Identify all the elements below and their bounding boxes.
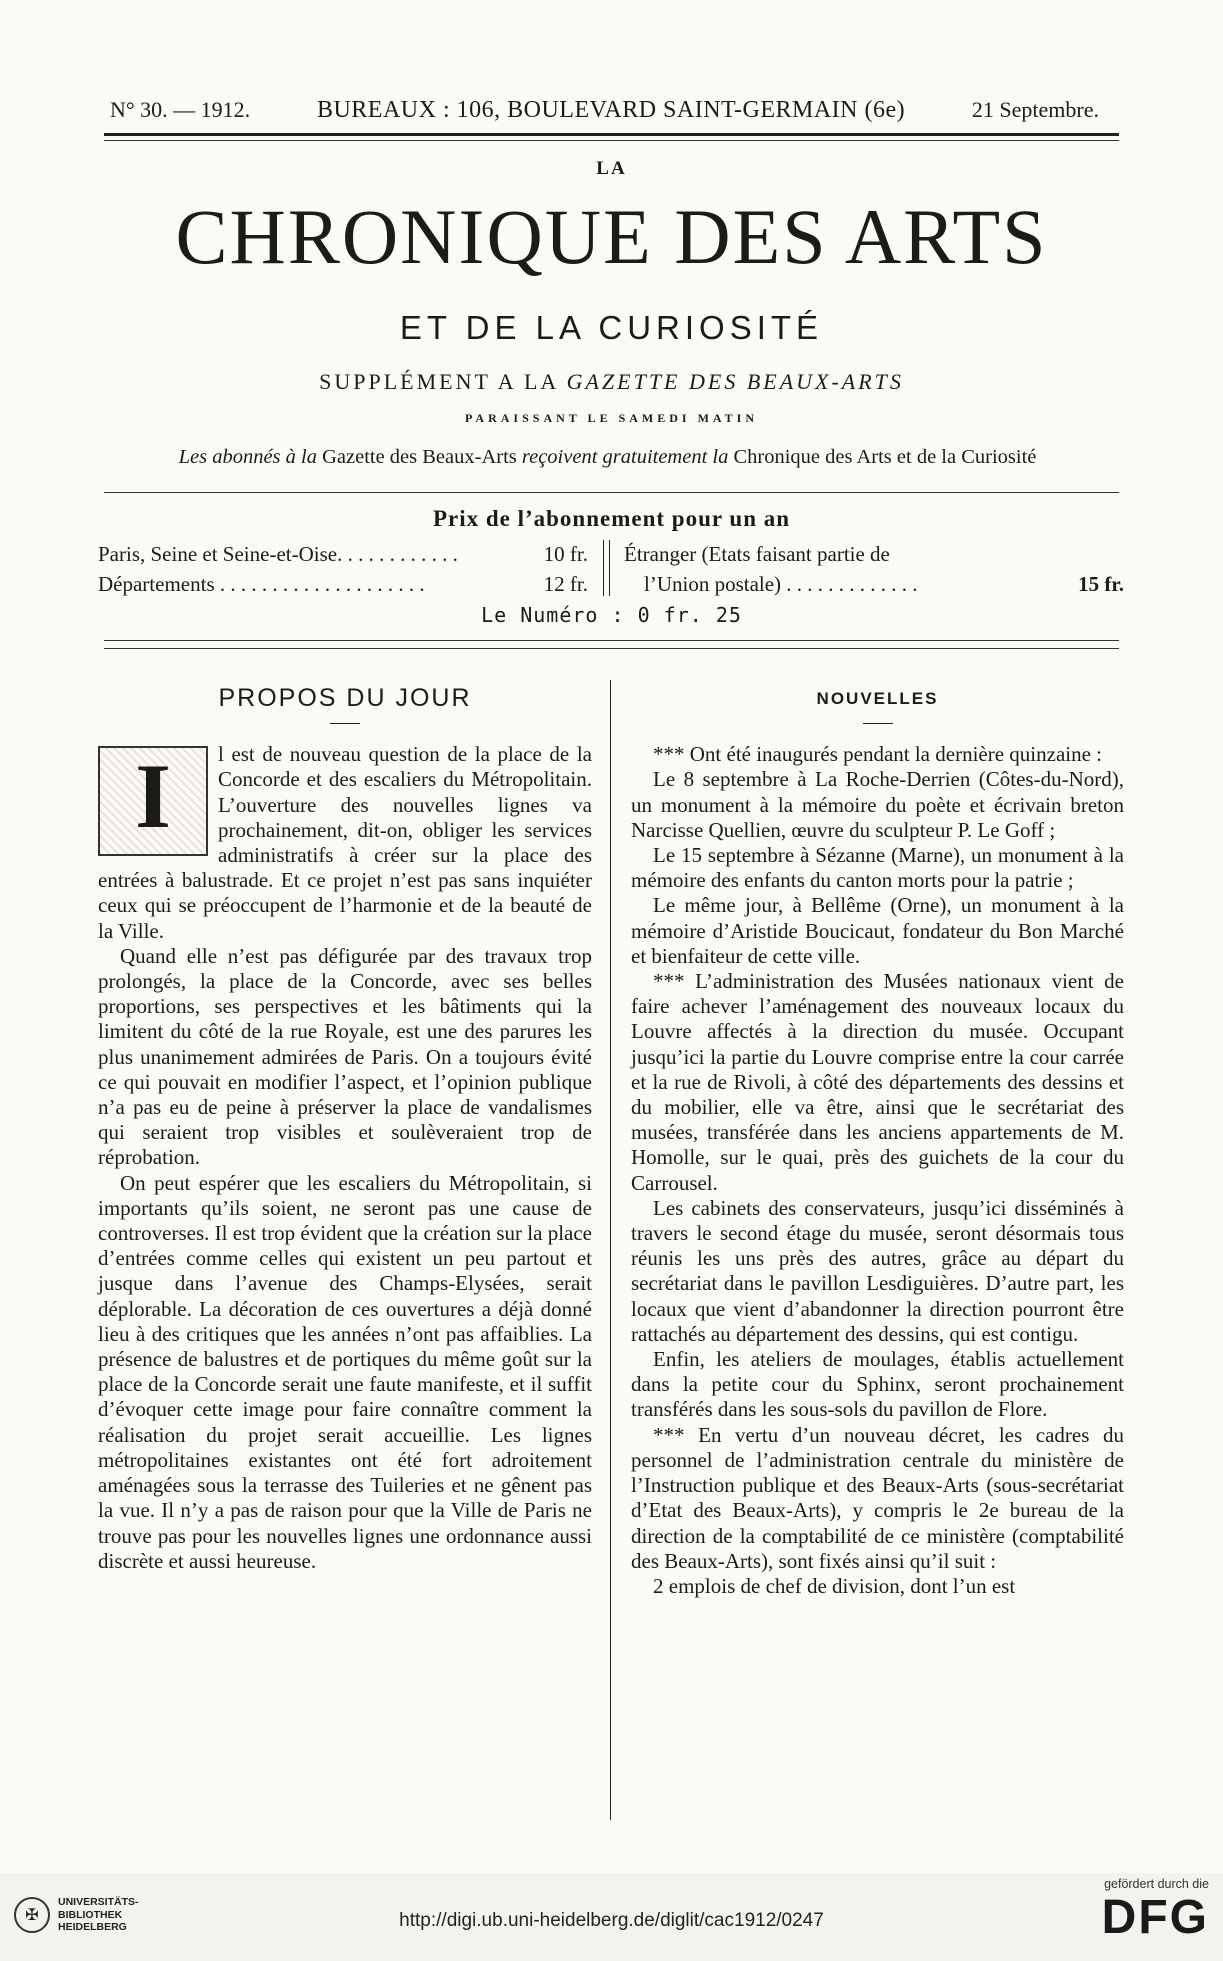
- masthead-la: LA: [596, 158, 627, 179]
- university-line: HEIDELBERG: [58, 1921, 127, 1933]
- price-label: l’Union postale) . . . . . . . . . . . . .: [644, 572, 918, 596]
- price-label: Étranger (Etats faisant partie de: [624, 542, 890, 566]
- price-value: 15 fr.: [1078, 572, 1124, 596]
- bureaux-address: BUREAUX : 106, BOULEVARD SAINT-GERMAIN (6e): [316, 97, 906, 123]
- subscribers-part-1: Les abonnés à la: [178, 446, 317, 468]
- university-line: BIBLIOTHEK: [58, 1908, 123, 1921]
- paragraph: Le 15 septembre à Sézanne (Marne), un monument à la mémoire des enfants du canton morts pour la patrie ;: [631, 843, 1124, 893]
- content-rule-1: [104, 640, 1119, 641]
- nouvelles-heading: NOUVELLES: [816, 689, 939, 708]
- university-seal-icon: ✠: [14, 1897, 50, 1933]
- header-rule-top: [104, 133, 1119, 136]
- funded-by-label: gefördert durch die: [1104, 1877, 1209, 1891]
- paragraph: Le même jour, à Bellême (Orne), un monument à la mémoire d’Aristide Boucicaut, fondateur du Bon Marché et bienfaiteur de cette ville.: [631, 893, 1124, 968]
- right-column: [631, 680, 1124, 1599]
- price-divider: [603, 540, 610, 596]
- price-row-etranger-line2: [644, 572, 1124, 597]
- subscription-rule-top: [104, 492, 1119, 493]
- price-row-etranger-line1: [624, 542, 1124, 567]
- heading-dash: [863, 723, 893, 724]
- price-value: 10 fr.: [543, 542, 588, 566]
- dfg-logo[interactable]: DFG: [1101, 1891, 1209, 1944]
- paragraph: Le 8 septembre à La Roche-Derrien (Côtes-du-Nord), un monument à la mémoire du poète et écrivain breton Narcisse Quellien, œuvre du sculpteur P. Le Goff ;: [631, 767, 1124, 842]
- supplement-line: [0, 369, 1223, 395]
- header-rule-top-thin: [104, 140, 1119, 141]
- heading-dash: [330, 723, 360, 724]
- subscribers-part-3: reçoivent gratuitement la: [521, 446, 729, 468]
- dateline: [110, 97, 1099, 123]
- left-column: [98, 680, 592, 1574]
- subscription-title: Prix de l’abonnement pour un an: [432, 506, 791, 531]
- supplement-prefix: SUPPLÉMENT A LA: [319, 369, 559, 394]
- column-divider: [610, 680, 611, 1820]
- price-row-paris: [98, 542, 588, 567]
- paragraph: *** Ont été inaugurés pendant la dernière quinzaine :: [653, 742, 1102, 767]
- subscribers-part-2: Gazette des Beaux-Arts: [322, 446, 517, 468]
- price-label: Départements . . . . . . . . . . . . . . . . . . . .: [98, 572, 425, 596]
- masthead-subtitle: ET DE LA CURIOSITÉ: [399, 309, 824, 346]
- paragraph: Les cabinets des conservateurs, jusqu’ici disséminés à travers le second étage du musée, seront désormais tous réunis les uns près des autres, grâce au départ du secrétariat dans le pavillon Lesdiguières. D’autre part, les locaux que vient d’abandonner la direction pourront être rattachés au département des dessins, qui est contigu.: [631, 1195, 1124, 1346]
- issue-date: 21 Septembre.: [971, 97, 1099, 122]
- paragraph: Quand elle n’est pas défigurée par des travaux trop prolongés, la place de la Concorde, avec ses belles proportions, ses perspectives et les bâtiments qui la limitent du côté de la rue Royale, est une des parures les plus unanimement admirées de Paris. On a toujours évité ce qui pouvait en modifier l’aspect, et l’opinion publique n’a pas eu de peine à préserver la place de vandalismes qui seraient trop visibles et soulèveraient trop de réprobation.: [98, 943, 592, 1170]
- digital-url-link[interactable]: http://digi.ub.uni-heidelberg.de/diglit/cac1912/0247: [399, 1910, 824, 1931]
- paraissant-line: PARAISSANT LE SAMEDI MATIN: [464, 411, 759, 425]
- ornamental-dropcap: [98, 746, 208, 856]
- masthead-title: CHRONIQUE DES ARTS: [175, 193, 1048, 280]
- paragraph: *** L’administration des Musées nationaux vient de faire achever l’aménagement des nouveaux locaux du Louvre affectés à la direction du musée. Occupant jusqu’ici la partie du Louvre comprise entre la cour carrée et la rue de Rivoli, à côté des départements des dessins et du mobilier, elle va être, ainsi que le secrétariat des musées, transférée dans les anciens appartements de M. Homolle, sur le quai, près des guichets de la cour du Carrousel.: [631, 969, 1124, 1195]
- price-label: Paris, Seine et Seine-et-Oise. . . . . . . . . . . .: [98, 542, 458, 566]
- propos-heading: PROPOS DU JOUR: [218, 684, 472, 712]
- subscribers-part-4: Chronique des Arts et de la Curiosité: [733, 446, 1037, 468]
- paragraph: Enfin, les ateliers de moulages, établis actuellement dans la petite cour du Sphinx, seront prochainement transférés dans les sous-sols du pavillon de Flore.: [631, 1347, 1124, 1422]
- price-row-departements: [98, 572, 588, 597]
- university-line: UNIVERSITÄTS-: [58, 1896, 139, 1908]
- price-value: 12 fr.: [543, 572, 588, 596]
- supplement-gazette: GAZETTE DES BEAUX-ARTS: [566, 369, 904, 394]
- paragraph: l est de nouveau question de la place de la Concorde et des escaliers du Métropolitain. L’ouverture des nouvelles lignes va prochainement, dit-on, obliger les services administratifs à créer sur la place des entrées à balustrade. Et ce projet n’est pas sans inquiéter ceux qui se préoccupent de l’harmonie et de la beauté de la Ville.: [98, 742, 592, 943]
- paragraph: 2 emplois de chef de division, dont l’un est: [653, 1573, 1016, 1598]
- issue-number: N° 30. — 1912.: [110, 97, 251, 122]
- paragraph: On peut espérer que les escaliers du Métropolitain, si importants qu’ils soient, ne seront pas une cause de controverses. Il est trop évident que la création sur la place d’entrées comme celles qui existent un peu partout et jusque dans l’avenue des Champs-Elysées, serait déplorable. La décoration de ces ouvertures a déjà donné lieu à des critiques que les années n’ont pas affaiblies. La présence de balustres et de portiques du même goût sur la place de la Concorde serait une faute manifeste, et il suffit d’évoquer cette image pour faire connaître comment la réalisation du projet serait accueillie. Les lignes métropolitaines existantes ont été fort adroitement aménagées sous la terrasse des Tuileries et ne gênent pas la vue. Il n’y a pas de raison pour que la Ville de Paris ne trouve pas pour les nouvelles lignes une ordonnance aussi discrète et aussi heureuse.: [98, 1170, 592, 1573]
- single-issue-price: Le Numéro : 0 fr. 25: [481, 603, 742, 627]
- subscribers-line: [96, 446, 1119, 469]
- paragraph: *** En vertu d’un nouveau décret, les cadres du personnel de l’administration centrale du ministère de l’Instruction publique et des Beaux-Arts (sous-secrétariat d’Etat des Beaux-Arts), y compris le 2e bureau de la direction de la comptabilité de ce ministère (comptabilité des Beaux-Arts), sont fixés ainsi qu’il suit :: [631, 1422, 1124, 1573]
- content-rule-2: [104, 648, 1119, 649]
- dropcap-letter: I: [135, 745, 171, 848]
